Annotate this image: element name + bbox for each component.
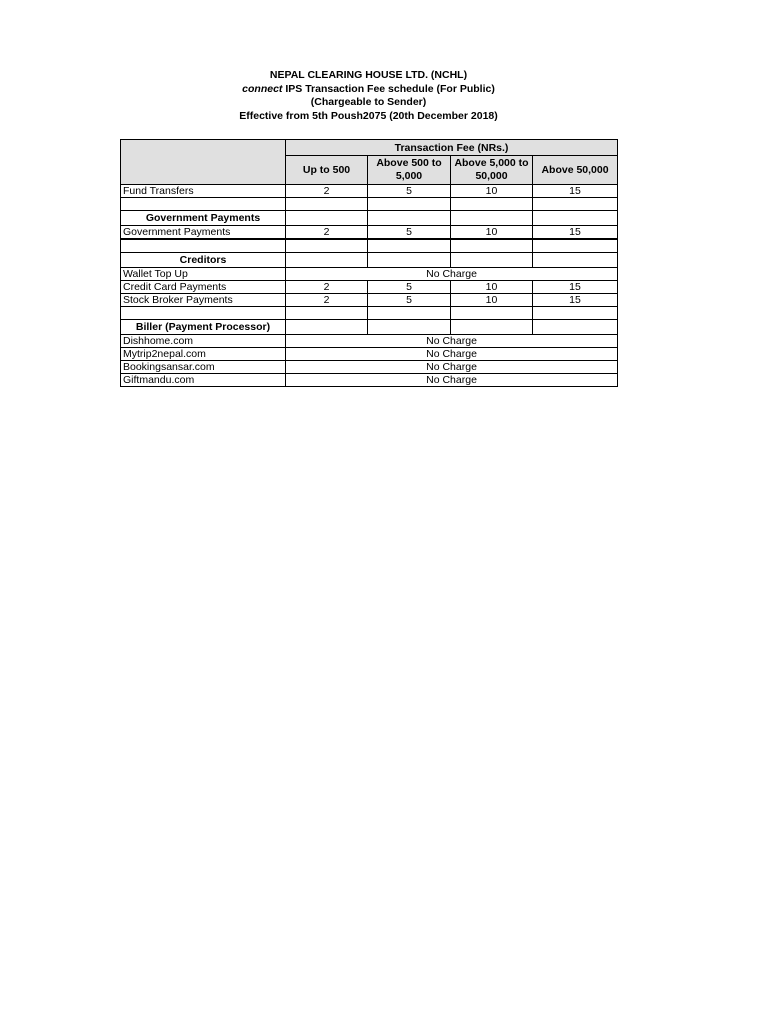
row-label-government-payments: Government Payments (121, 226, 286, 240)
fee-cell: 15 (533, 281, 618, 294)
no-charge-cell: No Charge (286, 348, 618, 361)
fee-cell: 2 (286, 185, 368, 198)
fee-cell: 15 (533, 294, 618, 307)
row-label-giftmandu: Giftmandu.com (121, 374, 286, 387)
row-label-credit-card-payments: Credit Card Payments (121, 281, 286, 294)
col-header-5000-50000: Above 5,000 to 50,000 (451, 156, 533, 185)
empty-cell (368, 320, 451, 335)
empty-cell (451, 307, 533, 320)
fee-cell: 10 (451, 226, 533, 240)
section-government-payments: Government Payments (121, 211, 286, 226)
empty-cell (533, 253, 618, 268)
empty-cell (451, 320, 533, 335)
row-label-bookingsansar: Bookingsansar.com (121, 361, 286, 374)
chargeable-note: (Chargeable to Sender) (310, 96, 427, 108)
row-label-stock-broker-payments: Stock Broker Payments (121, 294, 286, 307)
empty-cell (533, 320, 618, 335)
empty-cell (533, 198, 618, 211)
empty-cell (286, 307, 368, 320)
empty-cell (533, 307, 618, 320)
col-header-above-50000: Above 50,000 (533, 156, 618, 185)
fee-cell: 5 (368, 185, 451, 198)
fee-cell: 2 (286, 226, 368, 240)
empty-cell (368, 307, 451, 320)
empty-cell (286, 211, 368, 226)
schedule-title-rest: IPS Transaction Fee schedule (For Public) (282, 82, 495, 95)
empty-cell (368, 198, 451, 211)
no-charge-cell: No Charge (286, 361, 618, 374)
col-header-500-5000: Above 500 to 5,000 (368, 156, 451, 185)
schedule-title (120, 83, 617, 97)
section-creditors: Creditors (121, 253, 286, 268)
section-row (121, 253, 618, 268)
table-row (121, 348, 618, 361)
section-row (121, 211, 618, 226)
empty-cell (368, 211, 451, 226)
fee-cell: 2 (286, 294, 368, 307)
empty-cell (121, 307, 286, 320)
connect-brand: connect (242, 82, 283, 95)
empty-cell (451, 239, 533, 253)
empty-cell (286, 198, 368, 211)
row-label-dishhome: Dishhome.com (121, 335, 286, 348)
spacer-row (121, 307, 618, 320)
table-row (121, 374, 618, 387)
fee-cell: 15 (533, 185, 618, 198)
transaction-fee-header: Transaction Fee (NRs.) (286, 140, 618, 156)
no-charge-cell: No Charge (286, 335, 618, 348)
spacer-row (121, 198, 618, 211)
empty-cell (121, 198, 286, 211)
effective-date: Effective from 5th Poush2075 (20th December 2018) (239, 109, 498, 122)
fee-cell: 15 (533, 226, 618, 240)
col-header-up-to-500: Up to 500 (286, 156, 368, 185)
empty-cell (286, 253, 368, 268)
section-biller: Biller (Payment Processor) (121, 320, 286, 335)
fee-cell: 2 (286, 281, 368, 294)
empty-cell (121, 239, 286, 253)
fee-cell: 10 (451, 294, 533, 307)
empty-cell (451, 253, 533, 268)
empty-cell (286, 320, 368, 335)
table-row (121, 335, 618, 348)
fee-cell: 5 (368, 294, 451, 307)
table-row (121, 185, 618, 198)
document-header (120, 69, 617, 123)
row-label-wallet-top-up: Wallet Top Up (121, 268, 286, 281)
table-row (121, 268, 618, 281)
spacer-row (121, 239, 618, 253)
fee-cell: 5 (368, 281, 451, 294)
table-row (121, 361, 618, 374)
no-charge-cell: No Charge (286, 268, 618, 281)
fee-table (120, 139, 618, 387)
empty-cell (368, 253, 451, 268)
fee-cell: 10 (451, 281, 533, 294)
empty-cell (368, 239, 451, 253)
empty-cell (451, 198, 533, 211)
section-row (121, 320, 618, 335)
fee-cell: 5 (368, 226, 451, 240)
table-row (121, 294, 618, 307)
no-charge-cell: No Charge (286, 374, 618, 387)
empty-cell (451, 211, 533, 226)
corner-header-cell (121, 140, 286, 185)
empty-cell (286, 239, 368, 253)
row-label-fund-transfers: Fund Transfers (121, 185, 286, 198)
table-row (121, 226, 618, 240)
empty-cell (533, 239, 618, 253)
table-row (121, 281, 618, 294)
fee-cell: 10 (451, 185, 533, 198)
empty-cell (533, 211, 618, 226)
org-title: NEPAL CLEARING HOUSE LTD. (NCHL) (269, 69, 468, 81)
row-label-mytrip2nepal: Mytrip2nepal.com (121, 348, 286, 361)
